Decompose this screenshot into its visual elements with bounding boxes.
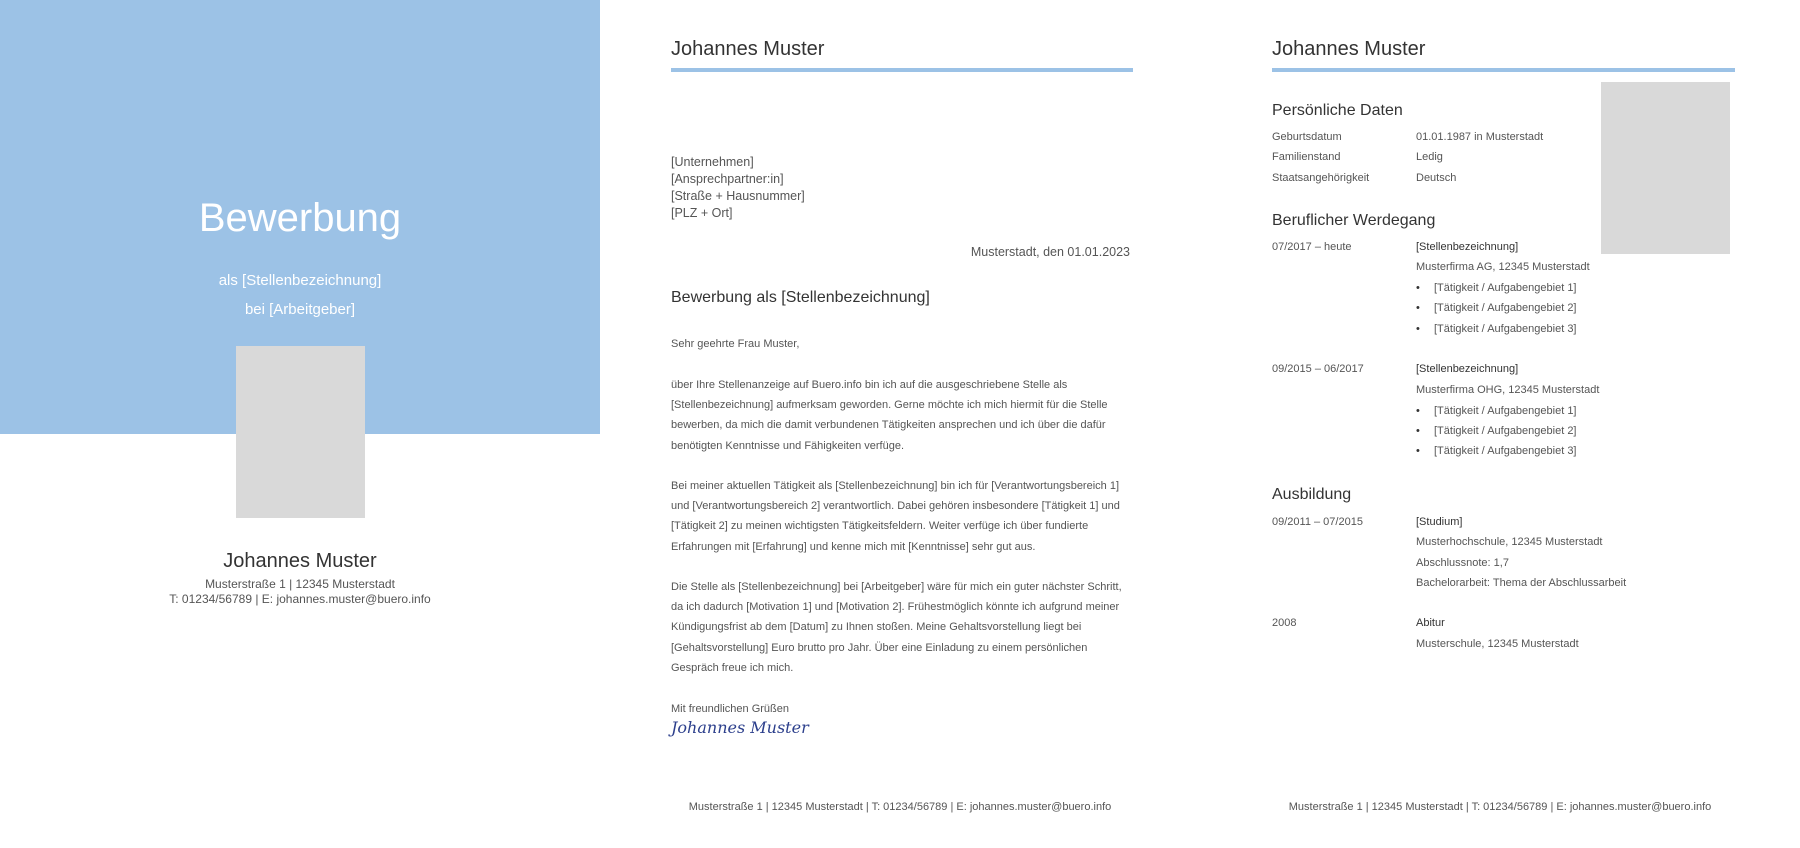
education-degree: Abitur	[1416, 617, 1445, 629]
letter-paragraph-2: Bei meiner aktuellen Tätigkeit als [Stellenbezeichnung] bin ich für [Verantwortungsbereich 1] und [Verantwortungsbereich 2] verantwortlich. Dabei gehören insbesondere [Tätigkeit 1] und [Tätigkeit 2] zu meinen wichtigsten Tätigkeitsfeldern. Weiter verfüge ich über fundierte Erfahrungen mit [Erfahrung] und kenne mich mit [Kenntnisse] sehr gut aus.	[671, 480, 1120, 553]
education-degree: [Studium]	[1416, 516, 1463, 528]
recipient-company: [Unternehmen]	[671, 155, 754, 169]
career-task: • [Tätigkeit / Aufgabengebiet 3]	[1434, 445, 1577, 457]
career-task: • [Tätigkeit / Aufgabengebiet 1]	[1434, 405, 1577, 417]
letter-salutation: Sehr geehrte Frau Muster,	[671, 338, 800, 350]
letter-subject: Bewerbung als [Stellenbezeichnung]	[671, 289, 930, 306]
education-period: 09/2011 – 07/2015	[1272, 516, 1363, 528]
education-period: 2008	[1272, 617, 1297, 629]
recipient-address	[671, 154, 805, 222]
career-period: 09/2015 – 06/2017	[1272, 363, 1364, 375]
career-period: 07/2017 – heute	[1272, 241, 1352, 253]
cv-header-rule	[1272, 68, 1735, 72]
signature: Johannes Muster	[671, 718, 809, 737]
section-title-career: Beruflicher Werdegang	[1272, 212, 1436, 229]
photo-placeholder	[1601, 82, 1730, 254]
career-task: • [Tätigkeit / Aufgabengebiet 2]	[1434, 425, 1577, 437]
section-title-education: Ausbildung	[1272, 486, 1352, 503]
cover-contact: T: 01234/56789 | E: johannes.muster@buero.info	[169, 592, 431, 606]
cv-footer: Musterstraße 1 | 12345 Musterstadt | T: 01234/56789 | E: johannes.muster@buero.info	[1288, 801, 1712, 813]
personal-label: Staatsangehörigkeit	[1272, 172, 1370, 184]
recipient-city: [PLZ + Ort]	[671, 206, 733, 220]
career-task: • [Tätigkeit / Aufgabengebiet 1]	[1434, 282, 1577, 294]
letter-paragraph-1: über Ihre Stellenanzeige auf Buero.info bin ich auf die ausgeschriebene Stelle als [Stellenbezeichnung] aufmerksam geworden. Gerne möchte ich mich hiermit für die Stelle bewerben, da mich die damit verbundenen Tätigkeiten ansprechen und ich über die dafür benötigten Kenntnisse und Fähigkeiten verfüge.	[671, 379, 1108, 452]
recipient-contact-person: [Ansprechpartner:in]	[671, 172, 784, 186]
letter-header-name: Johannes Muster	[671, 38, 825, 60]
education-detail: Abschlussnote: 1,7	[1416, 557, 1509, 569]
cover-title: Bewerbung	[198, 196, 402, 240]
cover-employer-line: bei [Arbeitgeber]	[244, 301, 356, 318]
cv-header-name: Johannes Muster	[1272, 38, 1426, 60]
career-task: • [Tätigkeit / Aufgabengebiet 2]	[1434, 302, 1577, 314]
cover-page	[0, 0, 600, 848]
cv-page	[1200, 0, 1800, 848]
personal-value: Deutsch	[1416, 172, 1457, 184]
education-detail: Bachelorarbeit: Thema der Abschlussarbeit	[1416, 577, 1627, 589]
letter-date: Musterstadt, den 01.01.2023	[970, 245, 1130, 259]
career-company: Musterfirma OHG, 12345 Musterstadt	[1416, 384, 1600, 396]
personal-label: Familienstand	[1272, 151, 1341, 163]
letter-footer: Musterstraße 1 | 12345 Musterstadt | T: 01234/56789 | E: johannes.muster@buero.info	[688, 801, 1112, 813]
cover-letter-page	[600, 0, 1200, 848]
personal-value: 01.01.1987 in Musterstadt	[1416, 131, 1544, 143]
letter-closing: Mit freundlichen Grüßen	[671, 703, 789, 715]
section-title-personal: Persönliche Daten	[1272, 102, 1403, 119]
career-task: • [Tätigkeit / Aufgabengebiet 3]	[1434, 323, 1577, 335]
cover-address: Musterstraße 1 | 12345 Musterstadt	[205, 577, 395, 591]
career-role: [Stellenbezeichnung]	[1416, 241, 1519, 253]
letter-paragraph-3: Die Stelle als [Stellenbezeichnung] bei [Arbeitgeber] wäre für mich ein guter nächster Schritt, da ich dadurch [Motivation 1] und [Motivation 2]. Frühestmöglich könnte ich aufgrund meiner Kündigungsfrist ab dem [Datum] zu Ihnen stoßen. Meine Gehaltsvorstellung liegt bei [Gehaltsvorstellung] Euro brutto pro Jahr. Über eine Einladung zu einem persönlichen Gespräch freue ich mich.	[671, 581, 1122, 674]
personal-value: Ledig	[1416, 151, 1443, 163]
education-detail: Musterhochschule, 12345 Musterstadt	[1416, 536, 1603, 548]
cover-name: Johannes Muster	[223, 550, 377, 572]
photo-placeholder	[236, 346, 365, 518]
career-company: Musterfirma AG, 12345 Musterstadt	[1416, 261, 1590, 273]
personal-label: Geburtsdatum	[1272, 131, 1342, 143]
career-role: [Stellenbezeichnung]	[1416, 363, 1519, 375]
education-detail: Musterschule, 12345 Musterstadt	[1416, 638, 1579, 650]
cover-position-line: als [Stellenbezeichnung]	[218, 272, 382, 289]
recipient-street: [Straße + Hausnummer]	[671, 189, 805, 203]
letter-header-rule	[671, 68, 1133, 72]
